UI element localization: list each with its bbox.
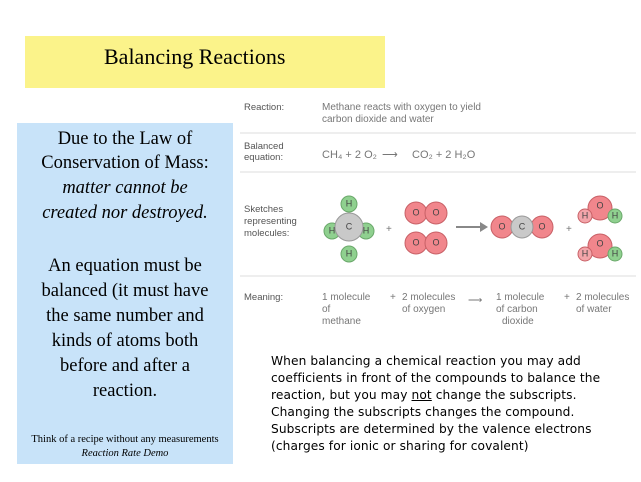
meaning-oxygen-2: of oxygen [402, 304, 446, 315]
meaning-oxygen-1: 2 molecules [402, 292, 456, 303]
atom-label: O [498, 221, 506, 232]
balance-line-2: balanced (it must have [41, 281, 209, 301]
atom-label: H [328, 225, 336, 236]
atom-label: H [345, 198, 353, 209]
meaning-plus: + [564, 292, 570, 303]
atom-label: H [581, 210, 589, 221]
sketch-label-2: representing [244, 216, 297, 227]
note-line-6: (charges for ionic or sharing for covalent) [271, 439, 529, 453]
balance-line-1: An equation must be [48, 256, 202, 276]
atom-label: H [611, 210, 619, 221]
atom-label: H [345, 248, 353, 259]
note-line-3b: change the subscripts. [431, 388, 577, 402]
arrow-head-icon [480, 222, 488, 232]
note-emphasis-not: not [411, 388, 432, 402]
law-line-1: Due to the Law of [57, 129, 193, 149]
meaning-water-1: 2 molecules [576, 292, 630, 303]
meaning-co2-3: dioxide [502, 316, 534, 327]
equation-left: CH₄ + 2 O₂ [322, 149, 377, 161]
atom-label: H [581, 248, 589, 259]
slide-title: Balancing Reactions [104, 44, 286, 69]
sketch-label-1: Sketches [244, 204, 284, 215]
atom-label: H [362, 225, 370, 236]
demo-link[interactable]: Reaction Rate Demo [81, 448, 169, 459]
meaning-methane-3: methane [322, 316, 361, 327]
oxygen-molecules [405, 202, 447, 254]
recipe-note: Think of a recipe without any measurements [31, 434, 219, 445]
methane-molecule [324, 196, 374, 262]
balance-line-3: the same number and [46, 306, 204, 326]
balance-line-6: reaction. [92, 381, 158, 401]
atom-label: C [345, 221, 353, 232]
reaction-label: Reaction: [244, 102, 285, 113]
atom-label: C [518, 221, 526, 232]
meaning-arrow: ⟶ [468, 295, 483, 306]
sketch-label-3: molecules: [244, 228, 290, 239]
note-line-3 [271, 387, 633, 404]
equation-right: CO₂ + 2 H₂O [412, 149, 476, 161]
meaning-methane-2: of [322, 304, 331, 315]
balance-line-4: kinds of atoms both [51, 331, 199, 351]
atom-label: O [596, 200, 604, 211]
balancing-note [271, 353, 633, 455]
meaning-co2-2: of carbon [496, 304, 538, 315]
note-line-4: Changing the subscripts changes the compound. [271, 405, 575, 419]
note-line-5: Subscripts are determined by the valence electrons [271, 422, 592, 436]
atom-label: O [412, 207, 420, 218]
atom-label: O [432, 207, 440, 218]
meaning-co2-1: 1 molecule [496, 292, 545, 303]
atom-label: O [596, 238, 604, 249]
reaction-diagram [240, 94, 636, 338]
law-line-4: created nor destroyed. [42, 203, 208, 223]
balance-line-5: before and after a [60, 356, 190, 376]
atom-label: O [412, 237, 420, 248]
meaning-methane-1: 1 molecule [322, 292, 371, 303]
balanced-label-2: equation: [244, 152, 284, 163]
law-line-3: matter cannot be [62, 178, 188, 198]
water-molecules [578, 196, 622, 261]
balanced-label-1: Balanced [244, 141, 284, 152]
carbon-dioxide-molecule [491, 216, 553, 238]
equation-arrow: ⟶ [382, 149, 398, 161]
meaning-label: Meaning: [244, 292, 284, 303]
law-line-2: Conservation of Mass: [41, 153, 209, 173]
atom-label: O [432, 237, 440, 248]
note-line-1: When balancing a chemical reaction you may add [271, 354, 581, 368]
plus-sign: + [566, 224, 572, 235]
meaning-water-2: of water [576, 304, 612, 315]
reaction-text-2: carbon dioxide and water [322, 114, 434, 125]
atom-label: O [538, 221, 546, 232]
meaning-plus: + [390, 292, 396, 303]
note-line-2: coefficients in front of the compounds to balance the [271, 371, 601, 385]
note-line-3a: reaction, but you may [271, 388, 412, 402]
plus-sign: + [386, 224, 392, 235]
reaction-text-1: Methane reacts with oxygen to yield [322, 102, 481, 113]
atom-label: H [611, 248, 619, 259]
